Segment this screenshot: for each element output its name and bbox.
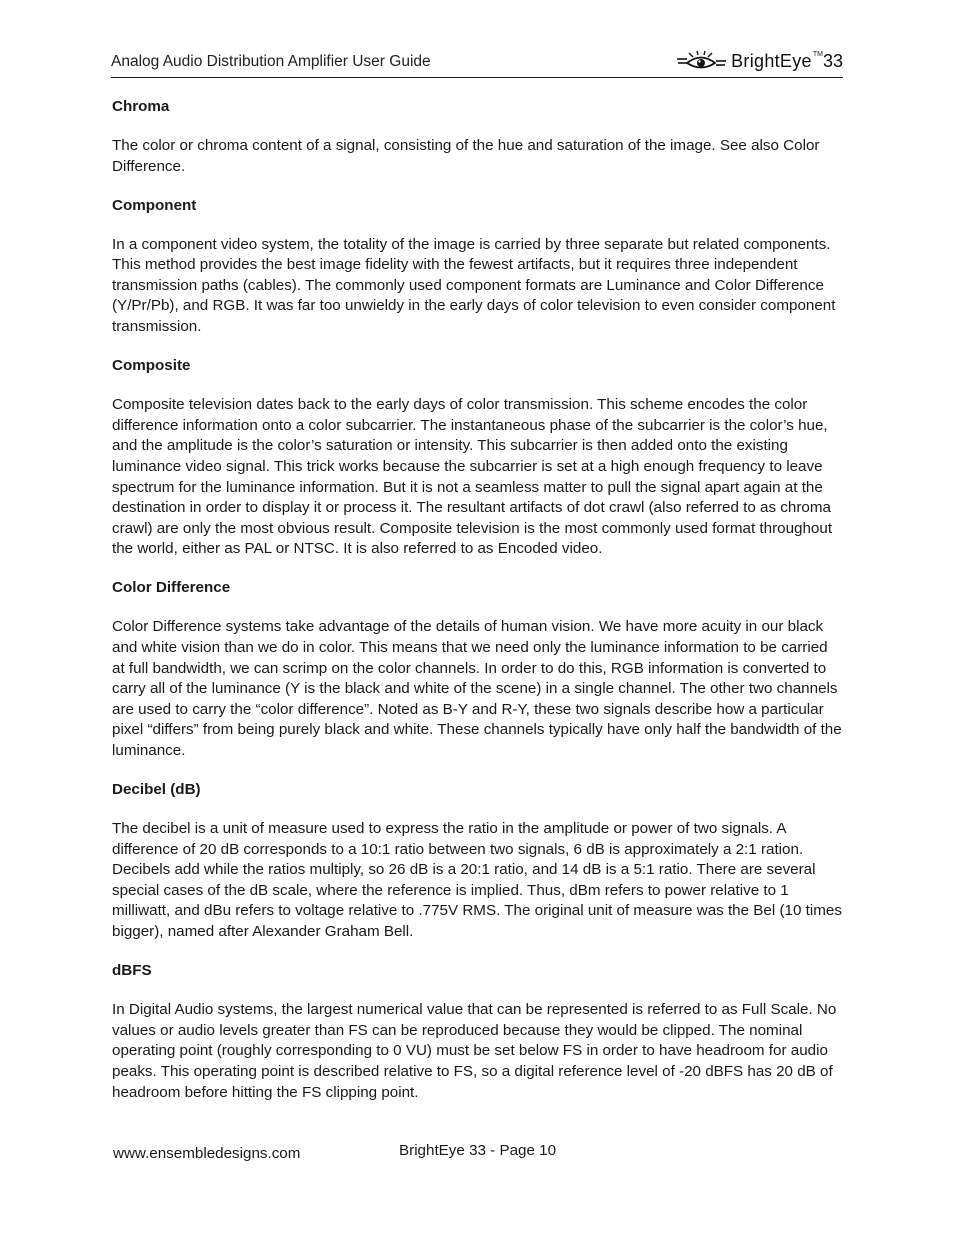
glossary-entry-chroma — [112, 97, 844, 177]
term-definition: Color Difference systems take advantage of the details of human vision. We have more acuity in our black and white vision than we do in color. This means that we need only the luminance information to be carried at full bandwidth, we can scrimp on the color channels. In order to do this, RGB information is converted to carry all of the luminance (Y is the black and white of the scene) in a single channel. The other two channels are used to carry the “color difference”. Noted as B-Y and R-Y, these two signals describe how a particular pixel “differs” from being purely black and white. These channels typically have only half the bandwidth of the luminance. — [112, 618, 842, 759]
footer-website-link[interactable]: www.ensembledesigns.com — [113, 1145, 301, 1162]
glossary-entry-composite — [112, 356, 844, 560]
term-definition: In Digital Audio systems, the largest numerical value that can be represented is referred to as Full Scale. No values or audio levels greater than FS can be reproduced because they would be clipped. The nominal operating point (roughly corresponding to 0 VU) must be set below FS in order to have headroom for audio peaks. This operating point is described relative to FS, so a digital reference level of -20 dBFS has 20 dB of headroom before hitting the FS clipping point. — [112, 1001, 837, 1101]
logo-brand-text: BrightEye — [731, 51, 812, 71]
glossary-entry-component — [112, 196, 844, 338]
glossary-entry-color-difference — [112, 578, 844, 761]
term-heading: Composite — [112, 357, 191, 375]
term-heading: Color Difference — [112, 579, 231, 597]
term-heading: Decibel (dB) — [112, 781, 201, 799]
document-title: Analog Audio Distribution Amplifier User Guide — [111, 53, 431, 70]
term-definition: The color or chroma content of a signal, consisting of the hue and saturation of the image. See also Color Difference. — [112, 137, 820, 175]
logo-model-number: 33 — [822, 51, 843, 71]
footer-page-number: BrightEye 33 - Page 10 — [399, 1142, 557, 1159]
term-definition: In a component video system, the totality of the image is carried by three separate but related components. This method provides the best image fidelity with the fewest artifacts, but it requires three independent transmission paths (cables). The commonly used component formats are Luminance and Color Difference (Y/Pr/Pb), and RGB. It was far too unwieldy in the early days of color television to even consider component transmission. — [112, 235, 836, 336]
term-heading: Chroma — [112, 98, 170, 115]
glossary-entry-decibel — [112, 780, 844, 943]
term-definition: Composite television dates back to the early days of color transmission. This scheme encodes the color difference information onto a color subcarrier. The instantaneous phase of the subcarrier is the color’s hue, and the amplitude is the color’s saturation or intensity. This subcarrier is then added onto the existing luminance video signal. This trick works because the subcarrier is set at a high enough frequency to leave spectrum for the luminance information. But it is not a seamless matter to pull the signal apart again at the destination in order to display it or process it. The resultant artifacts of dot crawl (also referred to as chroma crawl) are only the most obvious result. Composite television is the most commonly used format throughout the world, either as PAL or NTSC. It is also referred to as Encoded video. — [112, 396, 833, 558]
term-heading: Component — [112, 196, 197, 214]
page-header — [111, 50, 843, 78]
term-definition: The decibel is a unit of measure used to express the ratio in the amplitude or power of two signals. A difference of 20 dB corresponds to a 10:1 ratio between two signals, 6 dB is approximately a 2:1 ration. Decibels add while the ratios multiply, so 26 dB is a 20:1 ratio, and 14 dB is a 5:1 ratio. There are several special cases of the dB scale, where the reference is implied. Thus, dBm refers to power relative to 1 milliwatt, and dBu refers to voltage relative to .775V RMS. The original unit of measure was the Bel (10 times bigger), named after Alexander Graham Bell. — [112, 820, 842, 941]
term-heading: dBFS — [112, 962, 152, 980]
brighteye-logo — [675, 50, 843, 74]
glossary-entry-dbfs — [112, 961, 844, 1103]
glossary-content — [112, 97, 844, 1122]
logo-trademark: TM — [812, 51, 823, 58]
eye-logo-icon — [675, 50, 729, 74]
